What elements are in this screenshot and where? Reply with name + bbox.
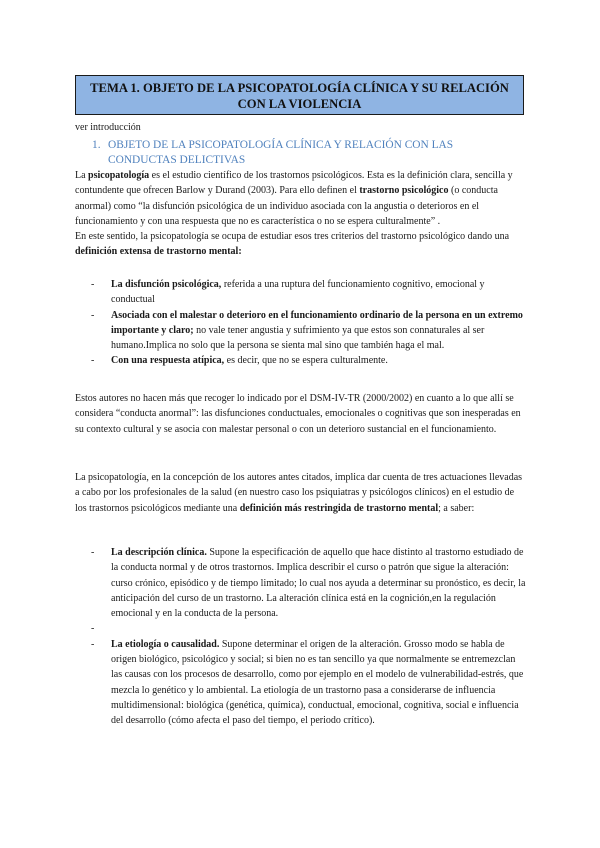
topic-title-line-2: CON LA VIOLENCIA	[237, 97, 362, 111]
bold-term-psicopatologia: psicopatología	[88, 170, 150, 181]
list-item-bold: La descripción clínica.	[111, 547, 207, 558]
text-run: La psicopatología, en la concepción de los autores antes citados, implica dar cuenta de tres actuaciones llevadas a cabo por los profesionales de la salud (en nuestro caso los psiquiatras y psicólogos clínicos) en el estudio de los trastornos psicológicos mediante una	[75, 472, 523, 514]
dash-bullet: -	[91, 309, 95, 321]
intro-note: ver introducción	[75, 122, 141, 133]
list-item-text: es decir, que no se espera culturalmente.	[224, 355, 388, 367]
dash-bullet: -	[91, 547, 95, 558]
text-run: La	[75, 170, 89, 181]
bold-term-trastorno: trastorno psicológico	[359, 185, 449, 197]
list-item-text: Supone determinar el origen de la alteración. Grosso modo se habla de origen biológico, psicológico y social; si bien no es tan sencillo ya que normalmente se entremezclan las causas con los procesos de desarrollo, como por ejemplo en el modelo de vulnerabilidad-estrés, que mezcla lo genético y lo ambiental. La etiología de un trastorno pasa a considerarse de influencia multidimensional: biológica (genética, química), conductual, emocional, cognitiva, social e influencia del desarrollo (cómo afecta el paso del tiempo, el periodo crítico).	[111, 638, 524, 727]
paragraph-definition	[75, 168, 527, 260]
dash-bullet: -	[91, 279, 95, 290]
section-number: 1.	[92, 139, 101, 151]
list-item-bold: Asociada con el malestar o deterioro en el funcionamiento ordinario de la persona en un extremo importante y claro;	[111, 309, 523, 336]
list-item-empty	[91, 621, 527, 636]
list-item	[91, 308, 527, 354]
paragraph-dsm: Estos autores no hacen más que recoger lo indicado por el DSM-IV-TR (2000/2002) en cuanto a lo que allí se considera “conducta anormal”: las disfunciones conductuales, emocionales o cognitivas que son inesperadas en su contexto cultural y se asocia con malestar personal o con un deterioro sustancial en el funcionamiento.	[75, 393, 521, 435]
list-item-text: no vale tener angustia y sufrimiento ya que estos son connaturales al ser humano.Implica no solo que la persona se sienta mal sino que también haga el mal.	[111, 324, 485, 352]
criteria-list	[91, 277, 527, 369]
text-run: (o conducta anormal) como “la disfunción psicológica de un individuo asociada con la angustia o deterioros en el funcionamiento y con una respuesta que no es característica o no se espera culturalmente” .	[75, 185, 498, 227]
dash-bullet: -	[91, 355, 95, 367]
list-item	[91, 637, 527, 729]
text-run: es el estudio científico de los trastornos psicológicos. Esta es la definición clara, sencilla y contundente que ofrecen Barlow y Durand (2003). Para ello definen el	[75, 170, 513, 197]
topic-title-line-1: TEMA 1. OBJETO DE LA PSICOPATOLOGÍA CLÍNICA Y SU RELACIÓN	[90, 81, 509, 95]
topic-title-box	[75, 75, 524, 115]
list-item	[91, 277, 527, 308]
dash-bullet: -	[91, 623, 95, 635]
list-item-text: Supone la especificación de aquello que hace distinto al trastorno estudiado de la conducta normal y de otros trastornos. Implica describir el curso o patrón que sigue la alteración: curso crónico, episódico y de tiempo limitado; lo cual nos ayuda a determinar su pronóstico, es decir, la anticipación del curso de un trastorno. La alteración clínica está en la cognición,en la regulación emocional y en la conducta de la persona.	[111, 547, 526, 620]
section-heading-line-2: CONDUCTAS DELICTIVAS	[108, 154, 246, 166]
paragraph-restricted-definition	[75, 470, 527, 516]
actions-list	[91, 545, 527, 729]
list-item	[91, 545, 527, 621]
bold-term-definicion-restringida: definición más restringida de trastorno mental	[239, 502, 439, 514]
list-item	[91, 353, 527, 368]
bold-term-definicion-extensa: definición extensa de trastorno mental:	[75, 246, 242, 258]
list-item-text: referida a una ruptura del funcionamiento cognitivo, emocional y conductual	[111, 279, 485, 306]
text-run: ; a saber:	[438, 502, 475, 514]
list-item-bold: Con una respuesta atípica,	[111, 355, 225, 367]
list-item-bold: La disfunción psicológica,	[111, 279, 222, 290]
section-heading-line-1: OBJETO DE LA PSICOPATOLOGÍA CLÍNICA Y RELACIÓN CON LAS	[108, 139, 454, 151]
dash-bullet: -	[91, 638, 95, 650]
text-run: En este sentido, la psicopatología se ocupa de estudiar esos tres criterios del trastorno psicológico dando una	[75, 231, 510, 243]
list-item-bold: La etiología o causalidad.	[111, 638, 220, 650]
section-heading	[92, 138, 528, 168]
